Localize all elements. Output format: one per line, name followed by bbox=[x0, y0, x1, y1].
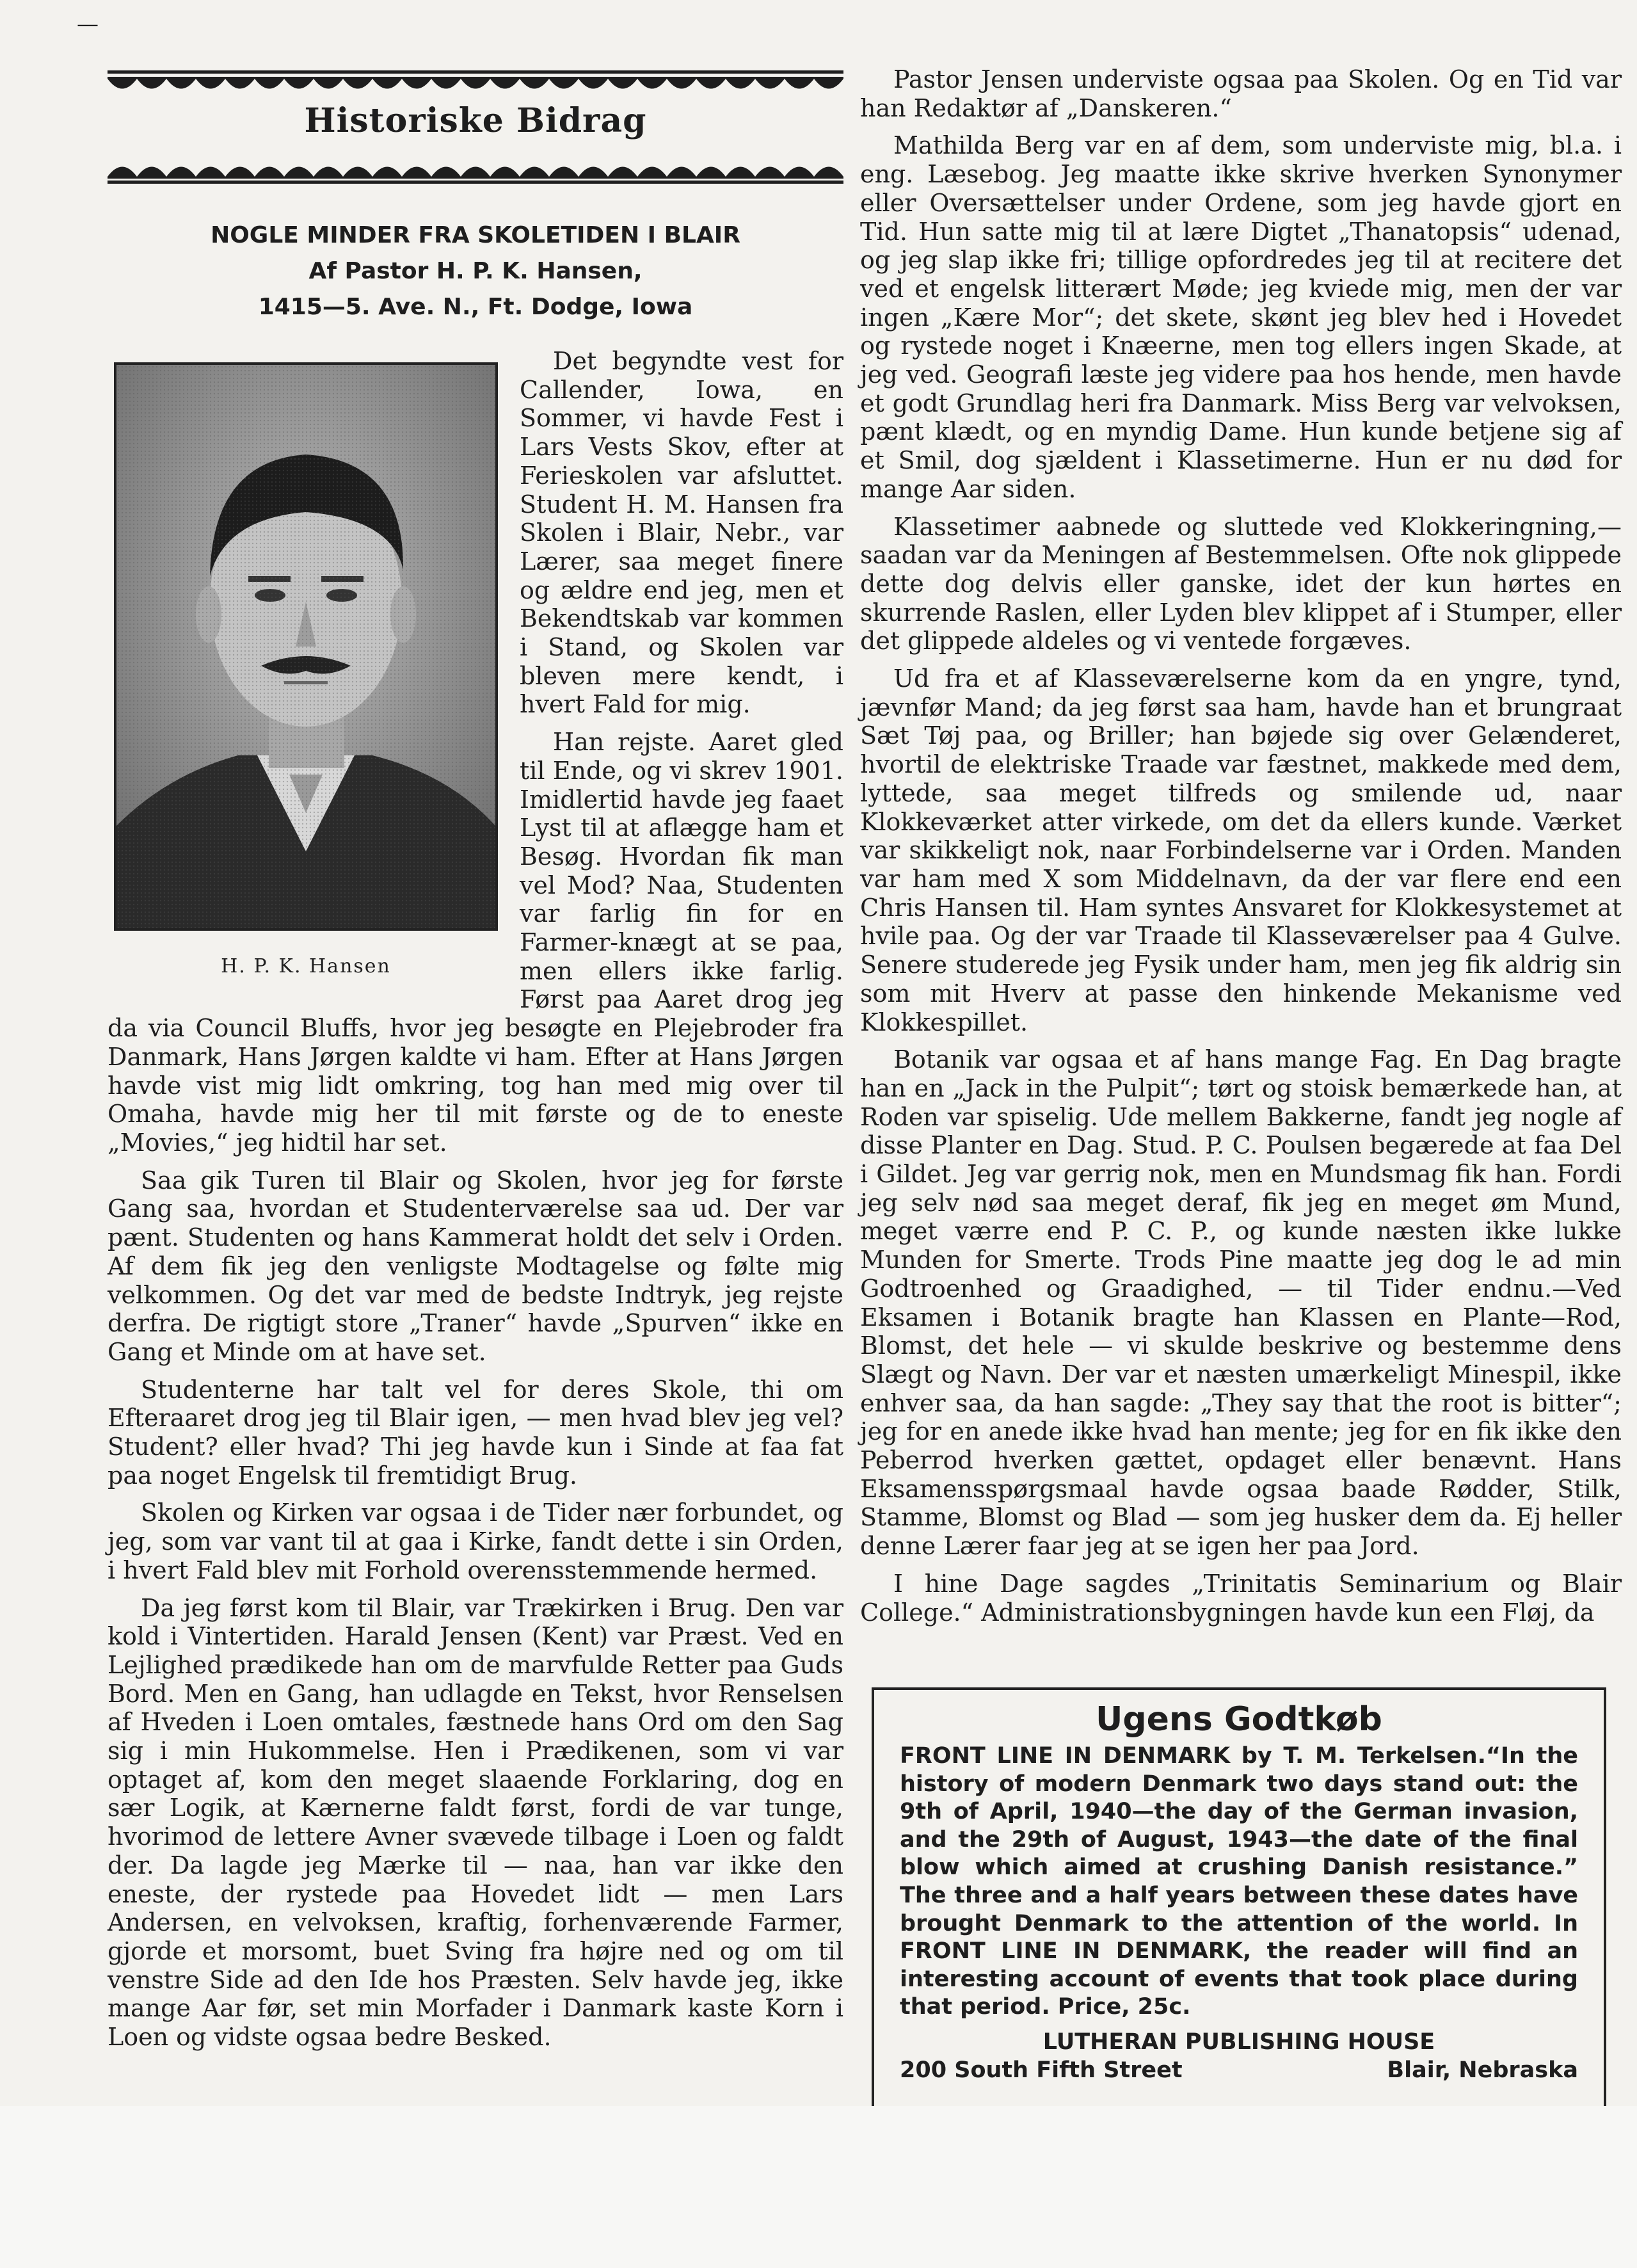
left-article-body bbox=[108, 325, 843, 2052]
left-column bbox=[108, 70, 843, 2061]
article-paragraph: Mathilda Berg var en af dem, som underviste mig, bl.a. i eng. Læsebog. Jeg maatte ikke skrive hverken Synonymer eller Oversættelser under Ordene, som jeg havde gjort en Tid. Hun satte mig til at lære Digtet „Thanatopsis“ udenad, og jeg slap ikke fri; tillige opfordredes jeg til at recitere det ved et engelsk litterært Møde; jeg kviede mig, men der var ingen „Kære Mor“; det skete, skønt jeg blev hed i Hovedet og rystede noget i Knæerne, men tog ellers ingen Skade, at jeg ved. Geografi læste jeg videre paa hos hende, men havde et godt Grundlag heri fra Danmark. Miss Berg var velvoksen, pænt klædt, og en myndig Dame. Hun kunde betjene sig af et Smil, dog sjældent i Klassetimerne. Hun er nu død for mange Aar siden. bbox=[860, 131, 1622, 503]
ad-title: Ugens Godtkøb bbox=[1096, 1700, 1382, 1739]
article-paragraph: Pastor Jensen underviste ogsaa paa Skolen. Og en Tid var han Redaktør af „Danskeren.“ bbox=[860, 65, 1622, 122]
right-paragraphs bbox=[860, 65, 1622, 1627]
article-title: NOGLE MINDER FRA SKOLETIDEN I BLAIR bbox=[211, 222, 740, 248]
ad-city: Blair, Nebraska bbox=[1387, 2057, 1578, 2083]
right-column bbox=[860, 65, 1622, 1636]
article-paragraph: Ud fra et af Klasseværelserne kom da en yngre, tynd, jævnfør Mand; da jeg først saa ham, havde han et brungraat Sæt Tøj paa, og Briller; han bøjede sig over Gelænderet, hvortil de elektriske Traade var fæstnet, makkede med dem, lyttede, saa meget tilfreds og smilende ud, naar Klokkeværket atter virkede, om det da ellers kunde. Værket var skikkeligt nok, naar Forbindelserne var i Orden. Manden var ham med X som Middelnavn, da der var flere end een Chris Hansen til. Ham syntes Ansvaret for Klokkesystemet at hvile paa. Og der var Traade til Klasseværelser paa 4 Gulve. Senere studerede jeg Fysik under ham, men jeg fik aldrig sin som mit Hverv at passe den hinkende Mekanisme ved Klokkespillet. bbox=[860, 664, 1622, 1036]
article-paragraph: Da jeg først kom til Blair, var Trækirken i Brug. Den var kold i Vintertiden. Harald Jensen (Kent) var Præst. Ved en Lejlighed prædikede han om de marvfulde Retter paa Guds Bord. Men en Gang, han udlagde en Tekst, hvor Renselsen af Hveden i Loen omtales, fæstnede hans Ord om den Sag sig i min Hukommelse. Hen i Prædikenen, som vi var optaget af, kom den meget slaaende Forklaring, dog en sær Logik, at Kærnerne faldt først, fordi de var tunge, hvorimod de lettere Avner svævede tilbage i Loen og faldt der. Da lagde jeg Mærke til — naa, han var ikke den eneste, der rystede paa Hovedet lidt — men Lars Andersen, en velvoksen, kraftig, forhenværende Farmer, gjorde et morsomt, buet Sving fra højre ned og om til venstre Side ad den Ide hos Præsten. Selv havde jeg, ikke mange Aar før, set min Morfader i Danmark kaste Korn i Loen og vidste ogsaa bedre Besked. bbox=[108, 1593, 843, 2052]
article-paragraph: Skolen og Kirken var ogsaa i de Tider nær forbundet, og jeg, som var vant til at gaa i Kirke, fandt dette i sin Orden, i hvert Fald blev mit Forhold overensstemmende hermed. bbox=[108, 1499, 843, 1584]
section-title: Historiske Bidrag bbox=[304, 101, 647, 140]
portrait-photo bbox=[114, 362, 498, 931]
article-address: 1415—5. Ave. N., Ft. Dodge, Iowa bbox=[258, 294, 693, 320]
portrait-image bbox=[116, 365, 495, 928]
ad-body bbox=[900, 1742, 1578, 2022]
advertisement-box bbox=[872, 1687, 1606, 2111]
article-paragraph: Studenterne har talt vel for deres Skole, thi om Efteraaret drog jeg til Blair igen, — men hvad blev jeg vel? Student? eller hvad? Thi jeg havde kun i Sinde at faa fat paa noget Engelsk til fremtidigt Brug. bbox=[108, 1375, 843, 1490]
ad-publisher: LUTHERAN PUBLISHING HOUSE bbox=[1042, 2029, 1435, 2055]
article-paragraph: Saa gik Turen til Blair og Skolen, hvor jeg for første Gang saa, hvordan et Studenterværelse saa ud. Der var pænt. Studenten og hans Kammerat holdt det selv i Orden. Af dem fik jeg den venligste Modtagelse og følte mig velkommen. Og det var med de bedste Indtryk, jeg rejste derfra. De rigtigt store „Traner“ havde „Spurven“ ikke en Gang et Minde om at have set. bbox=[108, 1166, 843, 1366]
section-banner bbox=[108, 70, 843, 186]
scan-margin bbox=[0, 2106, 1637, 2268]
portrait-caption: H. P. K. Hansen bbox=[221, 955, 391, 977]
article-paragraph: Klassetimer aabnede og sluttede ved Klokkeringning,— saadan var da Meningen af Bestemmelsen. Ofte nok glippede dette dog delvis eller ganske, idet der kun hørtes en skurrende Raslen, eller Lyden blev klippet af i Stumper, eller det glippede aldeles og vi ventede forgæves. bbox=[860, 512, 1622, 655]
ad-address bbox=[900, 2056, 1578, 2084]
article-paragraph: Han rejste. Aaret gled til Ende, og vi skrev 1901. Imidlertid havde jeg faaet Lyst til at aflægge ham et Besøg. Hvordan fik man vel Mod? Naa, Studenten var farlig fin for en Farmer-knægt at se paa, men ellers ikke farlig. Først paa Aaret drog jeg da via Council Bluffs, hvor jeg besøgte en Plejebroder fra Danmark, Hans Jørgen kaldte vi ham. Efter at Hans Jørgen havde vist mig lidt omkring, tog han med mig over til Omaha, havde mig her til mit første og de to eneste „Movies,“ jeg hidtil har set. bbox=[108, 728, 843, 1157]
ad-description: by T. M. Terkelsen.“In the history of modern Denmark two days stand out: the 9th of April, 1940—the day of the German invasion, and the 29th of August, 1943—the date of the final blow which aimed at crushing Danish resistance.” The three and a half years between these dates have brought Denmark to the attention of the world. In FRONT LINE IN DENMARK, the reader will find an interesting account of events that took place during that period. Price, 25c. bbox=[900, 1743, 1579, 2020]
portrait-figure bbox=[114, 362, 498, 990]
ad-book-title: FRONT LINE IN DENMARK bbox=[900, 1743, 1231, 1769]
page-mark: — bbox=[77, 12, 99, 37]
article-author: Af Pastor H. P. K. Hansen, bbox=[308, 258, 643, 284]
article-paragraph: I hine Dage sagdes „Trinitatis Seminarium og Blair College.“ Administrationsbygningen havde kun een Fløj, da bbox=[860, 1569, 1622, 1627]
article-paragraph: Det begyndte vest for Callender, Iowa, en Sommer, vi havde Fest i Lars Vests Skov, efter at Ferieskolen var afsluttet. Student H. M. Hansen fra Skolen i Blair, Nebr., var Lærer, saa meget finere og ældre end jeg, men et Bekendtskab var kommen i Stand, og Skolen var bleven mere kendt, i hvert Fald for mig. bbox=[520, 347, 843, 719]
ad-street: 200 South Fifth Street bbox=[900, 2057, 1183, 2083]
article-paragraph: Botanik var ogsaa et af hans mange Fag. En Dag bragte han en „Jack in the Pulpit“; tørt og stoisk bemærkede han, at Roden var spiselig. Ude mellem Bakkerne, fandt jeg nogle af disse Planter en Dag. Stud. P. C. Poulsen begærede at faa Del i Gildet. Jeg var gerrig nok, men en Mundsmag fik han. Fordi jeg selv nød saa meget deraf, fik jeg en meget øm Mund, meget værre end P. C. P., og kunde næsten ikke lukke Munden for Smerte. Trods Pine maatte jeg dog le ad min Godtroenhed og Graadighed, — til Tider endnu.—Ved Eksamen i Botanik bragte han Klassen en Plante—Rod, Blomst, det hele — vi skulde beskrive og bestemme dens Slægt og Navn. Der var et næsten umærkeligt Minespil, ikke enhver saa, da han sagde: „They say that the root is bitter“; jeg for en anede ikke hvad han mente; jeg for en fik ikke den Peberrod hverken gættet, opdaget eller benævnt. Hans Eksamensspørgsmaal havde ogsaa baade Rødder, Stilk, Stamme, Blomst og Blad — som jeg husker dem da. Ej heller denne Lærer faar jeg at se igen her paa Jord. bbox=[860, 1045, 1622, 1561]
